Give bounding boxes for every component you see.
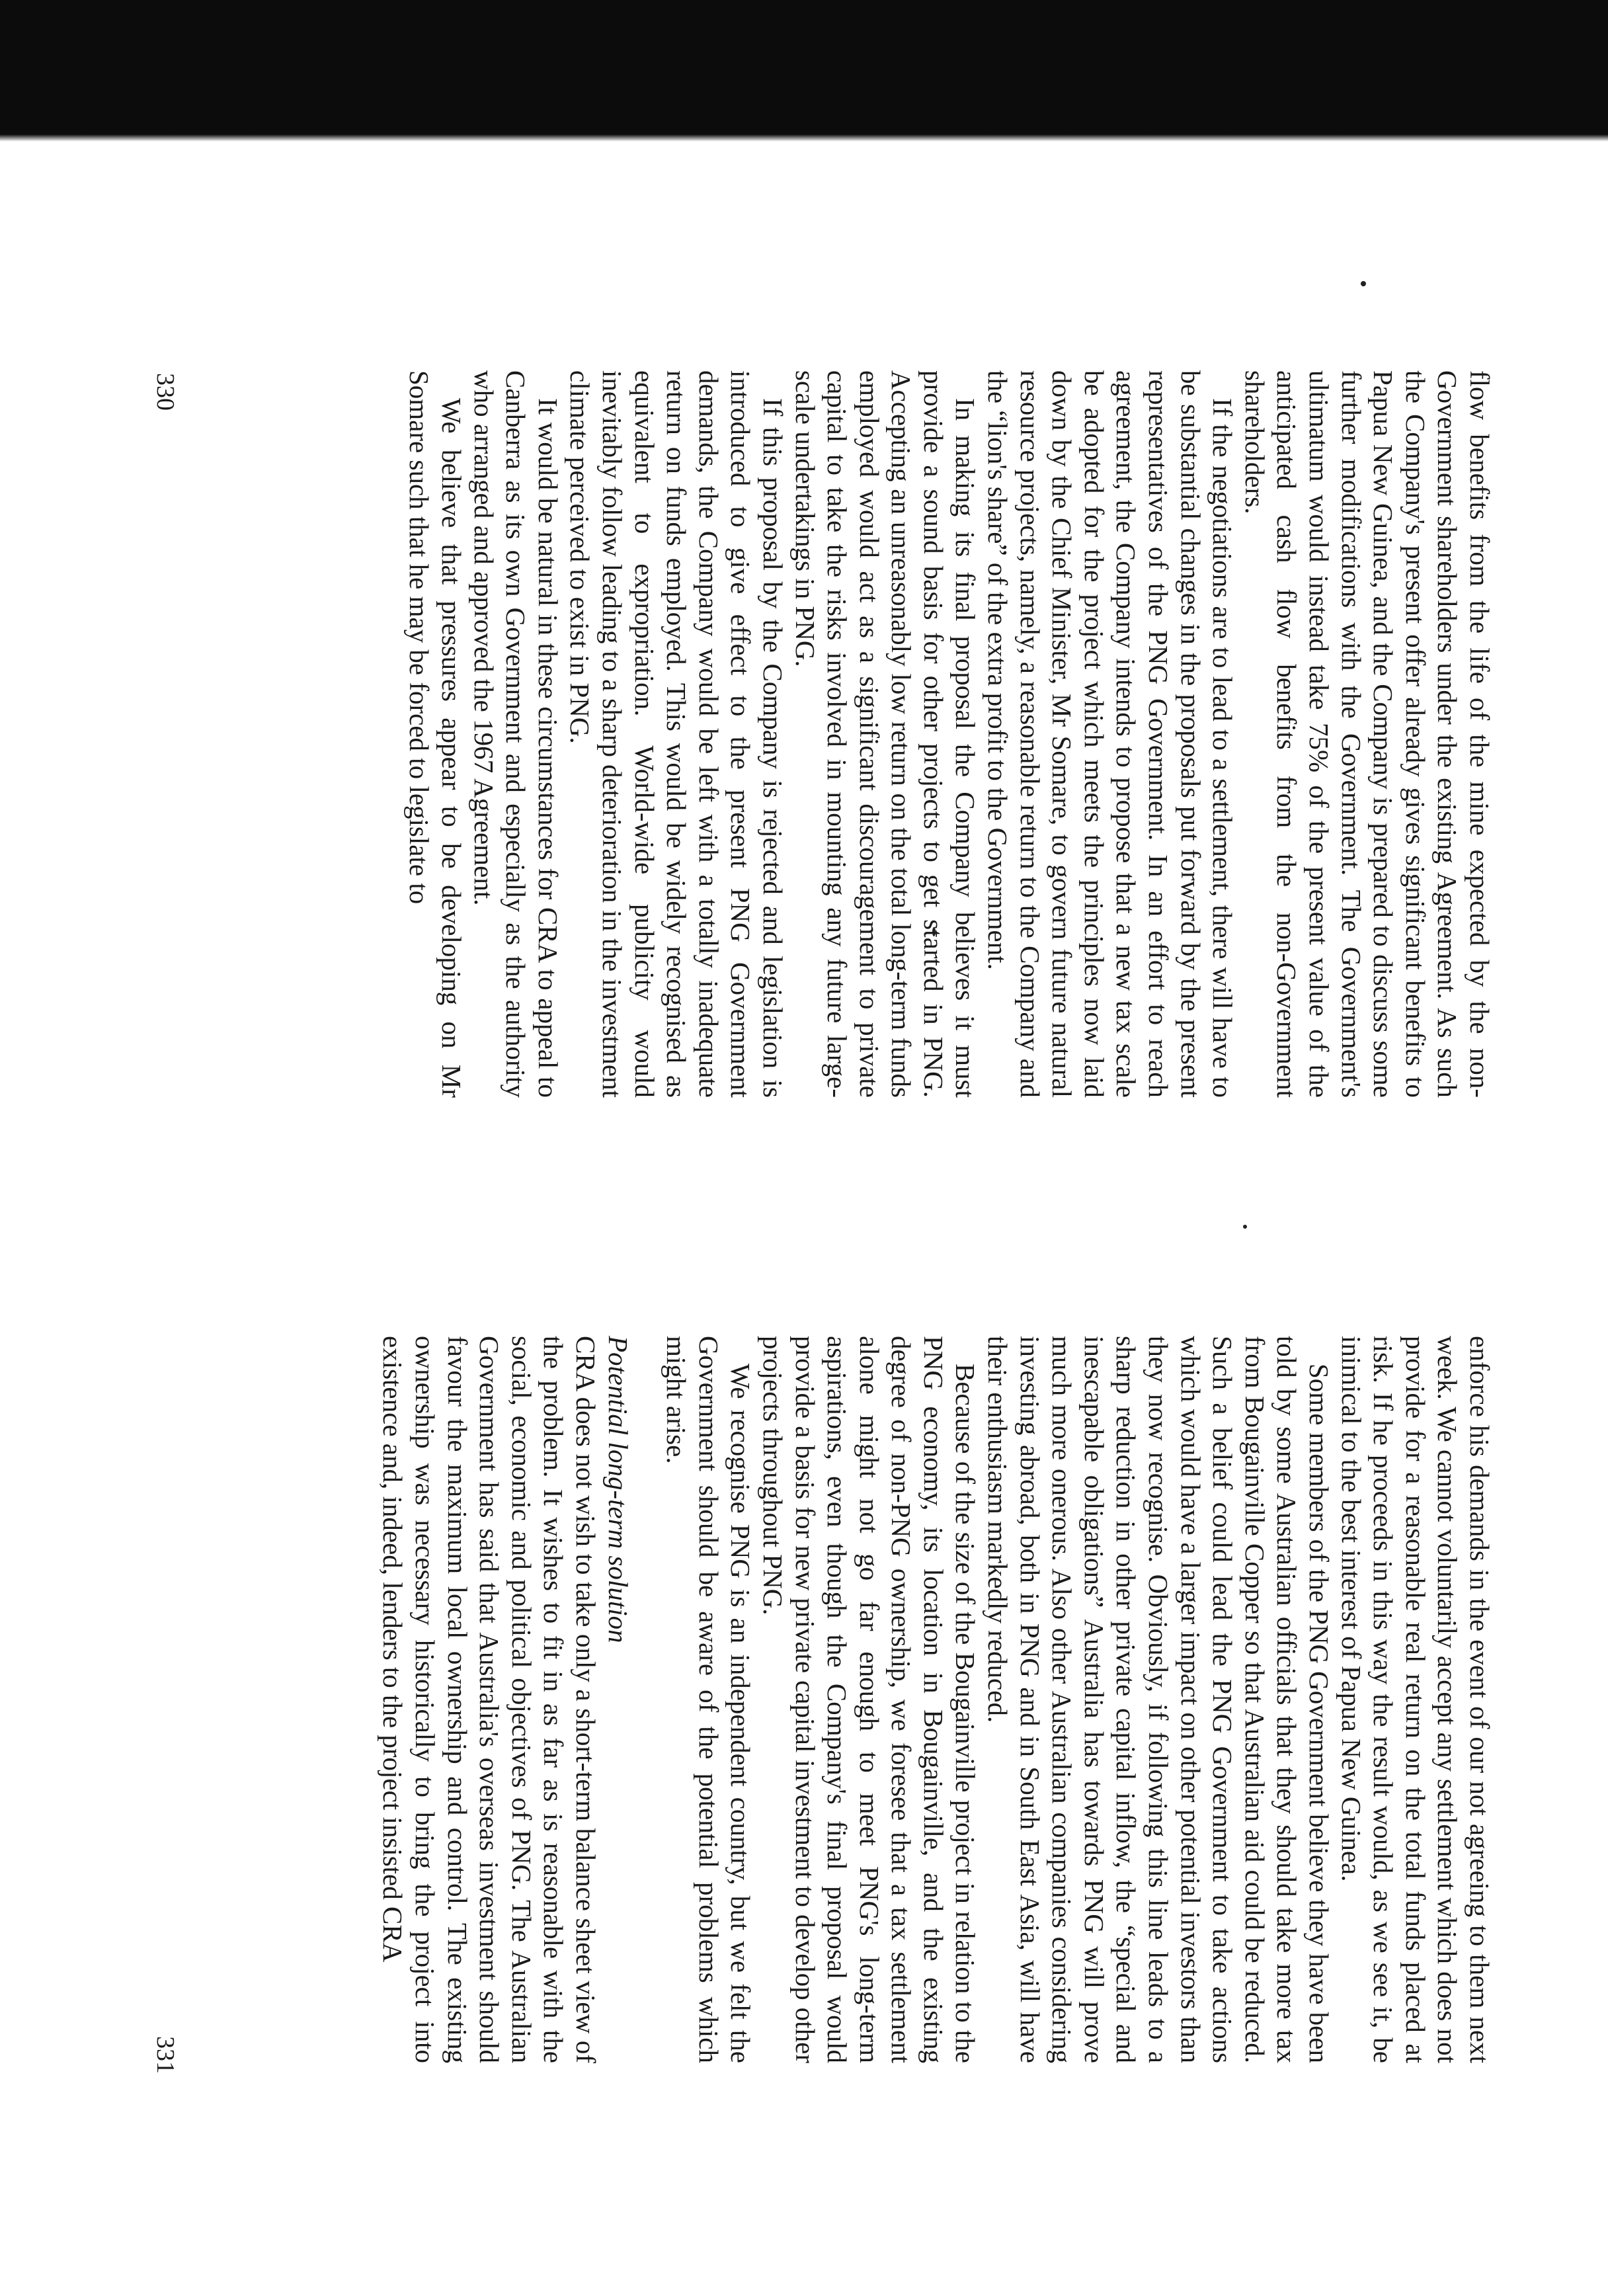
left-page-text-column [213,370,1496,1098]
right-page-number: 331 [151,2036,179,2074]
left-page-number: 330 [151,373,179,411]
right-page [107,1336,1496,2076]
left-paragraph-2: If the negotiations are to lead to a settlement, there will have to be substantial changes in the proposals put forward by the present representatives of the PNG Government. In an effort to reach agreement, the Company intends to propose that a new tax scale be adopted for the project which meets the principles now laid down by the Chief Minister, Mr Somare, to govern future natural resource projects, namely, a reasonable return to the Company and the “lion's share” of the extra profit to the Government. [983,370,1238,1098]
left-paragraph-6: We believe that pressures appear to be developing on Mr Somare such that he may be forced to legislate to [404,370,467,1098]
right-paragraph-2: Some members of the PNG Government believe they have been told by some Australian officials that they should take more tax from Bougainville Copper so that Australian aid could be reduced. Such a belief could lead the PNG Government to take actions which would have a larger impact on other potential investors than they now recognise. Obviously, if following this line leads to a sharp reduction in other private capital inflow, the “special and inescapable obligations” Australia has towards PNG will prove much more onerous. Also other Australian companies considering investing abroad, both in PNG and in South East Asia, will have their enthusiasm markedly reduced. [983,1336,1335,2063]
right-page-text-column [213,1336,1496,2063]
left-paragraph-5: It would be natural in these circumstances for CRA to appeal to Canberra as its own Government and especially as the authority who arranged and approved the 1967 Agreement. [468,370,563,1098]
section-paragraph-1: CRA does not wish to take only a short-term balance sheet view of the problem. It wishes to fit in as far as is reasonable with the social, economic and political objectives of PNG. The Australian Government has said that Australia's overseas investment should favour the maximum local ownership and control. The existing ownership was necessary historically to bring the project into existence and, indeed, lenders to the project insisted CRA [378,1336,601,2063]
right-paragraph-4: We recognise PNG is an independent country, but we felt the Government should be aware of the potential problems which might arise. [661,1336,756,2063]
left-page [107,370,1496,1111]
left-paragraph-4: If this proposal by the Company is rejected and legislation is introduced to give effect to the present PNG Government demands, the Company would be left with a totally inadequate return on funds employed. This would be widely recognised as equivalent to expropriation. World-wide publicity would inevitably follow leading to a sharp deterioration in the investment climate perceived to exist in PNG. [565,370,788,1098]
section-heading: Potential long-term solution [602,1336,633,1643]
right-paragraph-1: enforce his demands in the event of our not agreeing to them next week. We cannot voluntarily accept any settlement which does not provide for a reasonable real return on the total funds placed at risk. If he proceeds in this way the result would, as we see it, be inimical to the best interest of Papua New Guinea. [1336,1336,1495,2063]
right-paragraph-3: Because of the size of the Bougainville project in relation to the PNG economy, its location in Bougainville, and the existing degree of non-PNG ownership, we foresee that a tax settlement alone might not go far enough to meet PNG's long-term aspirations, even though the Company's final proposal would provide a basis for new private capital investment to develop other projects throughout PNG. [757,1336,981,2063]
left-paragraph-1: flow benefits from the life of the mine expected by the non-Government shareholders under the existing Agreement. As such the Company's present offer already gives significant benefits to Papua New Guinea, and the Company is prepared to discuss some further modifications with the Government. The Government's ultimatum would instead take 75% of the present value of the anticipated cash flow benefits from the non-Government shareholders. [1239,370,1495,1098]
left-paragraph-3: In making its final proposal the Company believes it must provide a sound basis for other projects to get started in PNG. Accepting an unreasonably low return on the total long-term funds employed would act as a significant discouragement to private capital to take the risks involved in mounting any future large-scale undertakings in PNG. [789,370,981,1098]
